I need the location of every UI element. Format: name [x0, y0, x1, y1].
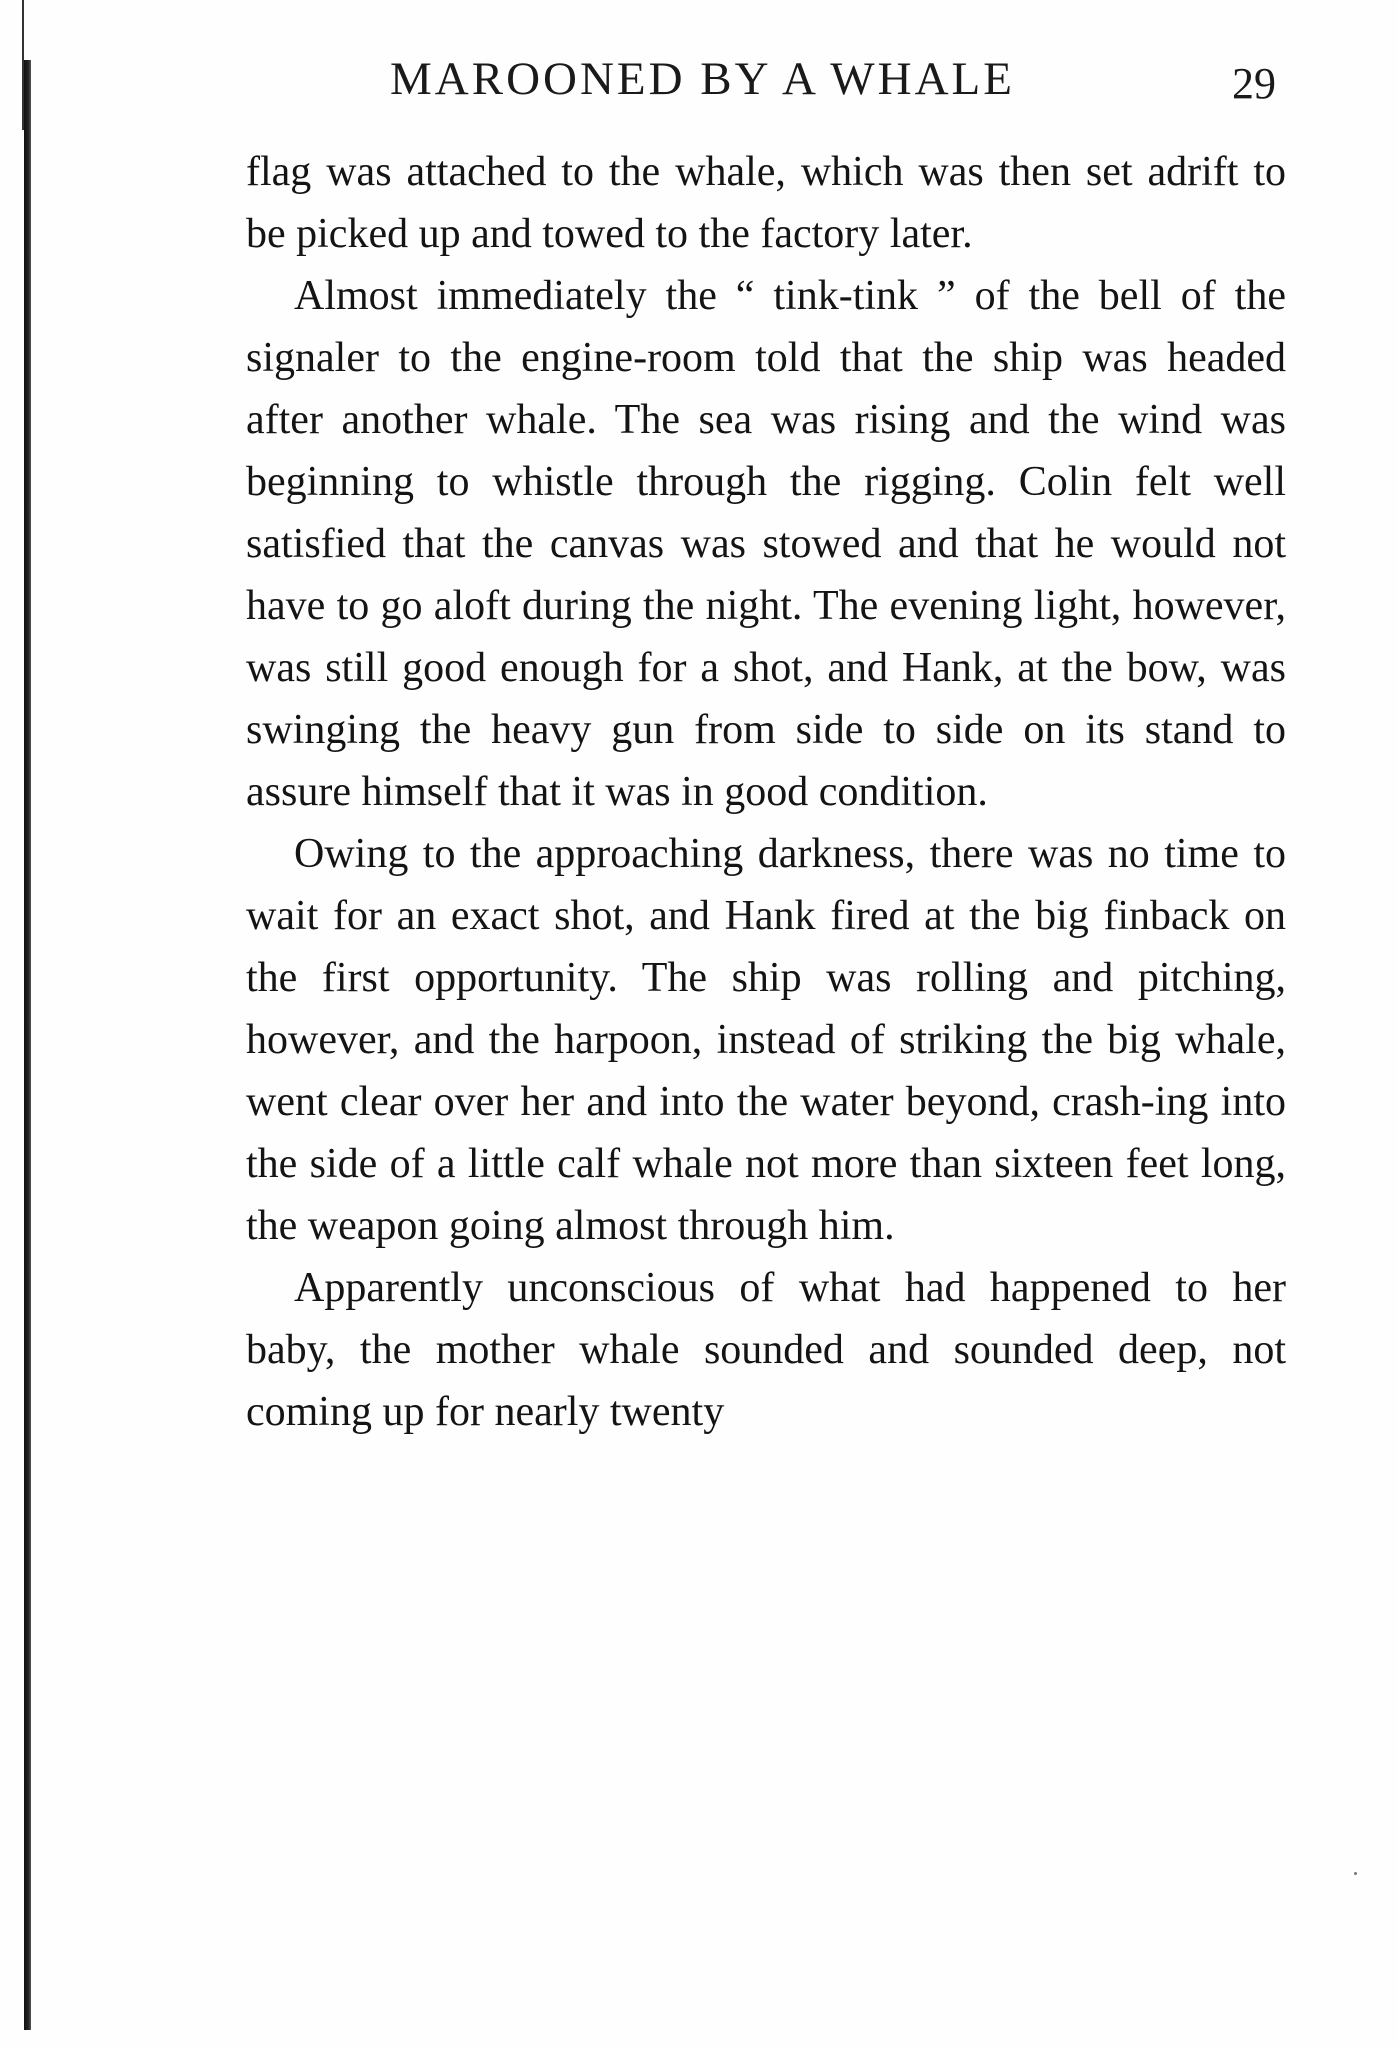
- running-title: MAROONED BY A WHALE: [390, 53, 1015, 105]
- paragraph-continued: flag was attached to the whale, which was then set adrift to be picked up and towed to the factory later.: [246, 149, 1286, 257]
- page-header: [246, 52, 1286, 112]
- page-number: 29: [1232, 59, 1276, 108]
- paragraph: Almost immediately the “ tink-tink ” of the bell of the signaler to the engine-room told that the ship was headed after another whale. The sea was rising and the wind was beginning to whistle through the rigging. Colin felt well satisfied that the canvas was stowed and that he would not have to go aloft during the night. The evening light, however, was still good enough for a shot, and Hank, at the bow, was swinging the heavy gun from side to side on its stand to assure himself that it was in good condition.: [246, 273, 1286, 815]
- paragraph: Apparently unconscious of what had happened to her baby, the mother whale sounded and sounded deep, not coming up for nearly twenty: [246, 1265, 1286, 1435]
- body-text: [246, 141, 1286, 1443]
- paragraph: Owing to the approaching darkness, there was no time to wait for an exact shot, and Hank fired at the big finback on the first opportunity. The ship was rolling and pitching, however, and the harpoon, instead of striking the big whale, went clear over her and into the water beyond, crash-ing into the side of a little calf whale not more than sixteen feet long, the weapon going almost through him.: [246, 831, 1286, 1249]
- binding-edge: [24, 60, 31, 2030]
- paper-speck: [1354, 1872, 1357, 1875]
